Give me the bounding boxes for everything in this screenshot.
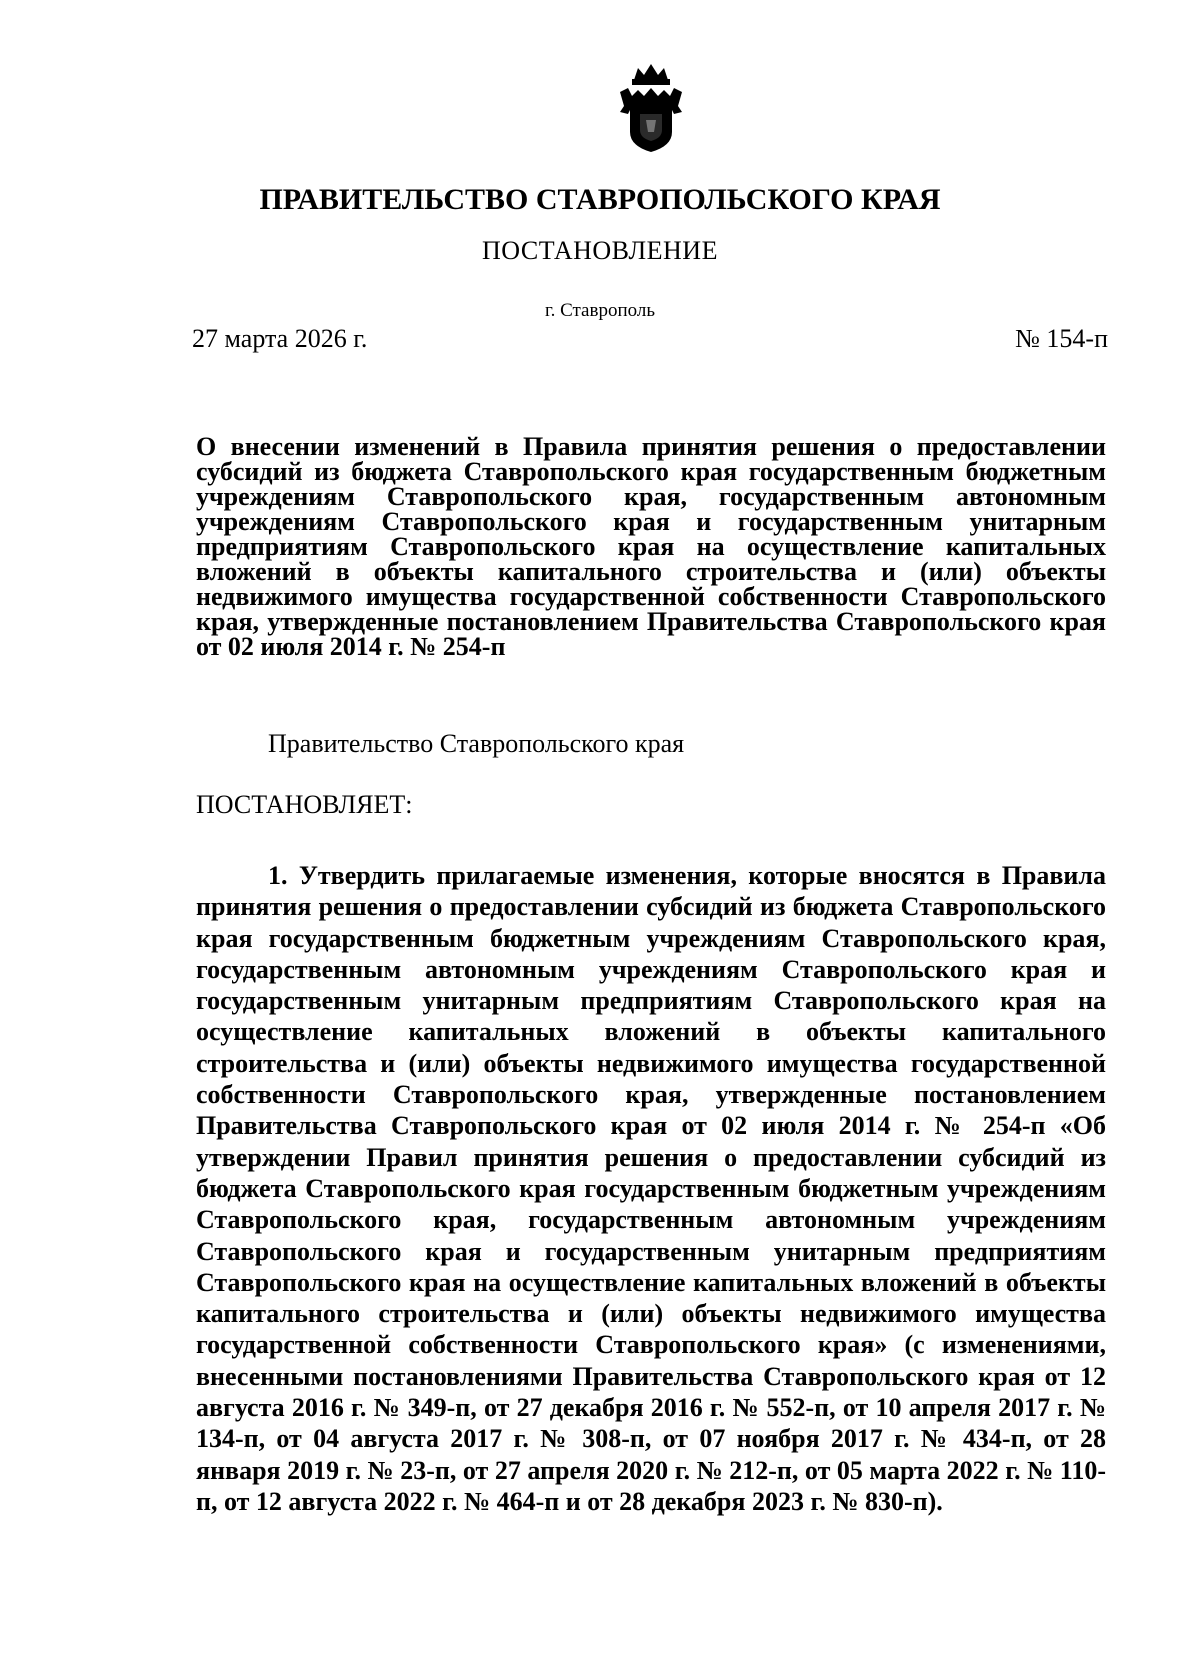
document-subject: О внесении изменений в Правила принятия решения о предоставлении субсидий из бюджета Ставропольского края государственным бюджетным учреждениям Ставропольского края, государственным автономным учреждениям Ставропольского края и государственным унитарным предприятиям Ставропольского края на осуществление капитальных вложений в объекты капитального строительства и (или) объекты недвижимого имущества государственной собственности Ставропольского края, утвержденные постановлением Правительства Ставропольского края от 02 июля 2014 г. № 254-п [196,432,1106,661]
decree-word: ПОСТАНОВЛЯЕТ: [196,790,413,819]
coat-of-arms-emblem-icon [618,62,684,154]
organization-title: ПРАВИТЕЛЬСТВО СТАВРОПОЛЬСКОГО КРАЯ [259,183,941,216]
document-number: № 154-п [1015,324,1108,353]
document-type: ПОСТАНОВЛЕНИЕ [482,236,718,265]
paragraph-1: 1. Утвердить прилагаемые изменения, которые вносятся в Правила принятия решения о предоставлении субсидий из бюджета Ставропольского края государственным бюджетным учреждениям Ставропольского края, государственным автономным учреждениям Ставропольского края и государственным унитарным предприятиям Ставропольского края на осуществление капитальных вложений в объекты капитального строительства и (или) объекты недвижимого имущества государственной собственности Ставропольского края, утвержденные постановлением Правительства Ставропольского края от 02 июля 2014 г. № 254-п «Об утверждении Правил принятия решения о предоставлении субсидий из бюджета Ставропольского края государственным бюджетным учреждениям Ставропольского края, государственным автономным учреждениям Ставропольского края и государственным унитарным предприятиям Ставропольского края на осуществление капитальных вложений в объекты капитального строительства и (или) объекты недвижимого имущества государственной собственности Ставропольского края» (с изменениями, внесенными постановлениями Правительства Ставропольского края от 12 августа 2016 г. № 349-п, от 27 декабря 2016 г. № 552-п, от 10 апреля 2017 г. № 134-п, от 04 августа 2017 г. № 308-п, от 07 ноября 2017 г. № 434-п, от 28 января 2019 г. № 23-п, от 27 апреля 2020 г. № 212-п, от 05 марта 2022 г. № 110-п, от 12 августа 2022 г. № 464-п и от 28 декабря 2023 г. № 830-п). [196,861,1106,1516]
document-date: 27 марта 2026 г. [192,324,368,353]
city-label: г. Ставрополь [544,300,656,321]
authority-line: Правительство Ставропольского края [268,729,685,758]
